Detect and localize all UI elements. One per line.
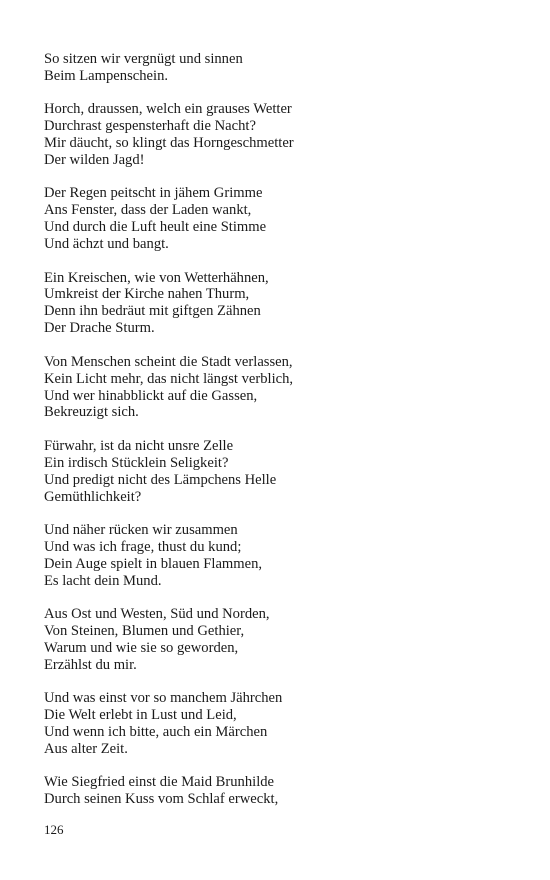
stanza-7 bbox=[44, 522, 514, 590]
verse-line: Dein Auge spielt in blauen Flammen, bbox=[44, 555, 263, 572]
verse-line: So sitzen wir vergnügt und sinnen bbox=[44, 51, 243, 67]
verse-line: Ans Fenster, dass der Laden wankt, bbox=[44, 202, 252, 219]
verse-line: Von Steinen, Blumen und Gethier, bbox=[44, 622, 245, 639]
verse-line: Ein irdisch Stücklein Seligkeit? bbox=[44, 454, 229, 471]
verse-line: Von Menschen scheint die Stadt verlassen, bbox=[44, 353, 293, 370]
stanza-5 bbox=[44, 354, 514, 422]
stanza-6 bbox=[44, 438, 514, 506]
verse-line: Durch seinen Kuss vom Schlaf erweckt, bbox=[44, 791, 279, 808]
verse-line: Durchrast gespensterhaft die Nacht? bbox=[44, 118, 256, 135]
verse-line: Wie Siegfried einst die Maid Brunhilde bbox=[44, 774, 275, 791]
stanza-9 bbox=[44, 690, 514, 758]
stanza-4 bbox=[44, 270, 514, 338]
verse-line: Beim Lampenschein. bbox=[44, 67, 169, 84]
stanza-3 bbox=[44, 185, 514, 253]
verse-line: Denn ihn bedräut mit giftgen Zähnen bbox=[44, 303, 261, 320]
verse-line: Bekreuzigt sich. bbox=[44, 404, 139, 421]
verse-line: Ein Kreischen, wie von Wetterhähnen, bbox=[44, 269, 269, 286]
stanza-10 bbox=[44, 774, 514, 808]
stanza-1 bbox=[44, 51, 514, 85]
stanza-2 bbox=[44, 101, 514, 169]
verse-line: Und wenn ich bitte, auch ein Märchen bbox=[44, 724, 268, 740]
verse-line: Es lacht dein Mund. bbox=[44, 572, 162, 589]
verse-line: Und wer hinabblickt auf die Gassen, bbox=[44, 387, 258, 404]
verse-line: Mir däucht, so klingt das Horngeschmetter bbox=[44, 135, 294, 152]
verse-line: Und durch die Luft heult eine Stimme bbox=[44, 219, 267, 236]
verse-line: Der wilden Jagd! bbox=[44, 152, 145, 169]
verse-line: Aus Ost und Westen, Süd und Norden, bbox=[44, 606, 270, 623]
verse-line: Und näher rücken wir zusammen bbox=[44, 521, 238, 538]
verse-line: Gemüthlichkeit? bbox=[44, 488, 142, 505]
verse-line: Der Regen peitscht in jähem Grimme bbox=[44, 185, 263, 202]
verse-line: Aus alter Zeit. bbox=[44, 740, 128, 757]
stanza-8 bbox=[44, 606, 514, 674]
verse-line: Der Drache Sturm. bbox=[44, 320, 155, 337]
poem-body bbox=[44, 51, 514, 825]
verse-line: Und was ich frage, thust du kund; bbox=[44, 538, 242, 555]
verse-line: Kein Licht mehr, das nicht längst verblich, bbox=[44, 370, 294, 387]
page-number: 126 bbox=[44, 822, 64, 837]
verse-line: Und predigt nicht des Lämpchens Helle bbox=[44, 471, 277, 488]
verse-line: Horch, draussen, welch ein grauses Wetter bbox=[44, 101, 292, 118]
verse-line: Und ächzt und bangt. bbox=[44, 236, 169, 253]
verse-line: Erzählst du mir. bbox=[44, 656, 137, 673]
verse-line: Umkreist der Kirche nahen Thurm, bbox=[44, 286, 250, 303]
verse-line: Die Welt erlebt in Lust und Leid, bbox=[44, 707, 237, 724]
verse-line: Warum und wie sie so geworden, bbox=[44, 639, 239, 656]
verse-line: Fürwahr, ist da nicht unsre Zelle bbox=[44, 437, 234, 454]
verse-line: Und was einst vor so manchem Jährchen bbox=[44, 690, 283, 707]
